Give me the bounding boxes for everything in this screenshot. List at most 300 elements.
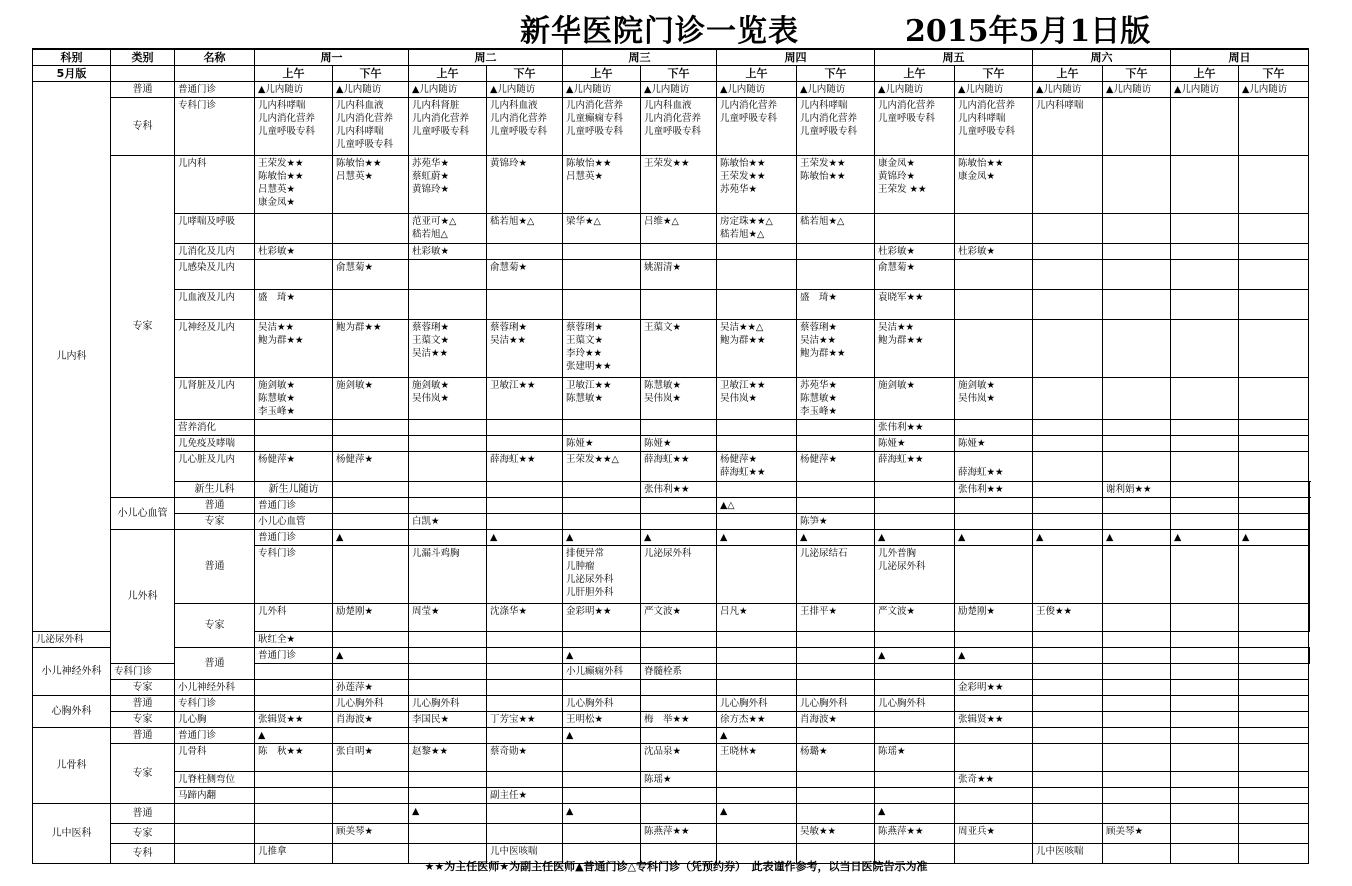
schedule-cell (1309, 546, 1310, 604)
schedule-cell (563, 772, 641, 788)
header-pm: 下午 (1103, 66, 1171, 82)
schedule-cell: 王明松★ (563, 712, 641, 728)
schedule-cell: 金彩明★★ (563, 604, 641, 632)
schedule-cell (797, 680, 875, 696)
schedule-cell: 康金凤★ 黄锦玲★ 王荣发 ★★ (875, 156, 955, 214)
schedule-cell: 金彩明★★ (955, 680, 1033, 696)
schedule-cell (797, 420, 875, 436)
schedule-cell (487, 664, 563, 680)
schedule-cell (409, 788, 487, 804)
schedule-cell: 黄锦玲★ (487, 156, 563, 214)
clinic-name-cell: 儿免疫及哮喘 (175, 436, 255, 452)
schedule-cell (563, 482, 641, 498)
header-am: 上午 (1171, 66, 1239, 82)
schedule-cell (333, 498, 409, 514)
schedule-cell (255, 772, 333, 788)
schedule-cell: ▲ (255, 728, 333, 744)
table-row (33, 728, 1310, 744)
schedule-cell (487, 648, 563, 664)
schedule-cell (563, 244, 641, 260)
schedule-cell: 袁晓军★★ (875, 290, 955, 320)
schedule-cell (487, 772, 563, 788)
schedule-cell (875, 214, 955, 244)
schedule-cell (717, 244, 797, 260)
schedule-cell: 励楚刚★ (333, 604, 409, 632)
table-row (33, 514, 1310, 530)
schedule-cell (563, 680, 641, 696)
clinic-name-cell: 普通门诊 (175, 82, 255, 98)
schedule-cell (487, 546, 563, 604)
schedule-cell: 杜彩敏★ (409, 244, 487, 260)
schedule-cell: 王排平★ (797, 604, 875, 632)
schedule-cell (717, 260, 797, 290)
schedule-cell: ▲儿内随访 (1171, 82, 1239, 98)
header-pm: 下午 (487, 66, 563, 82)
schedule-cell: 儿内消化营养 儿童呼吸专科 (717, 98, 797, 156)
schedule-cell (1171, 546, 1239, 604)
schedule-cell (1239, 632, 1309, 648)
schedule-cell (1171, 712, 1239, 728)
header-blank-cat (111, 66, 175, 82)
schedule-cell: 儿心胸外科 (875, 696, 955, 712)
category-cell: 普通 (111, 804, 175, 824)
schedule-cell (1103, 712, 1171, 728)
schedule-cell: 儿心胸外科 (409, 696, 487, 712)
schedule-cell (1033, 728, 1103, 744)
schedule-cell (717, 824, 797, 844)
schedule-cell (1171, 804, 1239, 824)
table-row (33, 378, 1310, 420)
table-row (33, 696, 1310, 712)
clinic-name-cell: 儿肾脏及儿内 (175, 378, 255, 420)
dept-cell: 儿内科 (33, 82, 111, 632)
schedule-cell: 施剑敏★ 陈慧敏★ 李玉峰★ (255, 378, 333, 420)
schedule-cell (875, 772, 955, 788)
schedule-cell (797, 482, 875, 498)
header-name: 名称 (175, 49, 255, 66)
clinic-name-cell: 儿心胸 (175, 712, 255, 728)
schedule-cell: ▲儿内随访 (797, 82, 875, 98)
schedule-cell (1239, 98, 1309, 156)
header-dept: 科别 (33, 49, 111, 66)
schedule-cell (333, 244, 409, 260)
schedule-cell (955, 514, 1033, 530)
schedule-cell (875, 632, 955, 648)
schedule-cell: ▲ (717, 804, 797, 824)
schedule-cell: 陈燕萍★★ (875, 824, 955, 844)
schedule-cell (1239, 420, 1309, 436)
schedule-cell (1103, 788, 1171, 804)
schedule-cell: ▲ (875, 804, 955, 824)
category-cell: 普通 (111, 696, 175, 712)
schedule-cell: ▲ (875, 530, 955, 546)
schedule-cell (409, 420, 487, 436)
schedule-cell: 张奇★★ (955, 772, 1033, 788)
schedule-cell: 吴洁★★△ 鲍为群★★ (717, 320, 797, 378)
table-row (33, 712, 1310, 728)
schedule-cell: 陈娅★ (641, 436, 717, 452)
schedule-cell (333, 772, 409, 788)
schedule-cell (1239, 696, 1309, 712)
schedule-cell: ▲ (1171, 530, 1239, 546)
schedule-cell (1239, 260, 1309, 290)
schedule-cell: ▲△ (717, 498, 797, 514)
schedule-cell (1103, 664, 1171, 680)
schedule-cell (333, 804, 409, 824)
category-cell: 专家 (111, 744, 175, 804)
schedule-cell: 薛海虹★★ (955, 452, 1033, 482)
clinic-name-cell: 专科门诊 (255, 546, 333, 604)
schedule-cell (797, 498, 875, 514)
header-pm: 下午 (641, 66, 717, 82)
schedule-cell (1033, 696, 1103, 712)
schedule-cell: 张伟利★★ (641, 482, 717, 498)
schedule-cell: 陈瑶★ (875, 744, 955, 772)
schedule-cell (563, 290, 641, 320)
clinic-name-cell: 儿脊柱侧弯位 (175, 772, 255, 788)
schedule-cell (717, 546, 797, 604)
schedule-cell (255, 788, 333, 804)
schedule-cell (1309, 514, 1310, 530)
schedule-cell: 薛海虹★★ (641, 452, 717, 482)
schedule-cell (1239, 772, 1309, 788)
schedule-cell (1171, 260, 1239, 290)
schedule-cell (1239, 436, 1309, 452)
schedule-cell (409, 530, 487, 546)
schedule-cell (1103, 498, 1171, 514)
table-row (33, 804, 1310, 824)
schedule-cell: ▲儿内随访 (1103, 82, 1171, 98)
schedule-cell: 儿内科血液 儿内消化营养 儿童呼吸专科 (487, 98, 563, 156)
schedule-cell (1171, 664, 1239, 680)
schedule-cell (563, 824, 641, 844)
schedule-cell: ▲ (563, 648, 641, 664)
schedule-cell: ▲儿内随访 (409, 82, 487, 98)
schedule-cell: 王晓林★ (717, 744, 797, 772)
schedule-cell: 小儿癫痫外科 (563, 664, 641, 680)
schedule-cell (955, 744, 1033, 772)
clinic-name-cell: 小儿心血管 (255, 514, 333, 530)
schedule-cell (875, 482, 955, 498)
schedule-cell: 儿内消化营养 儿童呼吸专科 (875, 98, 955, 156)
table-row (33, 260, 1310, 290)
schedule-cell (1171, 772, 1239, 788)
header-pm: 下午 (797, 66, 875, 82)
schedule-cell (563, 260, 641, 290)
schedule-cell (1239, 712, 1309, 728)
table-row (33, 420, 1310, 436)
schedule-cell (1239, 546, 1309, 604)
header-am: 上午 (717, 66, 797, 82)
schedule-cell: 梅 举★★ (641, 712, 717, 728)
schedule-cell: 卫敏江★★ 吴伟岚★ (717, 378, 797, 420)
clinic-name-cell: 普通门诊 (175, 728, 255, 744)
clinic-name-cell: 儿内科 (175, 156, 255, 214)
table-row (33, 290, 1310, 320)
schedule-cell (717, 514, 797, 530)
schedule-cell (333, 788, 409, 804)
schedule-cell (1171, 788, 1239, 804)
schedule-cell (797, 244, 875, 260)
schedule-cell: 儿心胸外科 (563, 696, 641, 712)
schedule-cell: 肖海波★ (333, 712, 409, 728)
table-row (33, 530, 1310, 546)
schedule-cell (1033, 788, 1103, 804)
schedule-cell (717, 632, 797, 648)
schedule-cell (1171, 320, 1239, 378)
header-am: 上午 (875, 66, 955, 82)
schedule-cell: 副主任★ (487, 788, 563, 804)
schedule-cell: 吴洁★★ 鲍为群★★ (255, 320, 333, 378)
schedule-cell: ▲ (333, 648, 409, 664)
schedule-cell: 王荣发★★ 陈敏怡★★ (797, 156, 875, 214)
dept-cell: 儿外科 (111, 530, 175, 664)
schedule-cell: 励楚刚★ (955, 604, 1033, 632)
schedule-cell: 吴洁★★ 鲍为群★★ (875, 320, 955, 378)
schedule-cell (1171, 214, 1239, 244)
schedule-cell (1239, 664, 1309, 680)
schedule-cell (797, 632, 875, 648)
schedule-cell (1103, 696, 1171, 712)
schedule-cell (1103, 378, 1171, 420)
schedule-cell (487, 482, 563, 498)
table-row (33, 436, 1310, 452)
header-am: 上午 (563, 66, 641, 82)
schedule-cell (1033, 482, 1103, 498)
schedule-cell: ▲儿内随访 (487, 82, 563, 98)
clinic-name-cell: 马蹄内翻 (175, 788, 255, 804)
schedule-cell: 俞慧菊★ (333, 260, 409, 290)
table-row (33, 82, 1310, 98)
schedule-cell (1171, 680, 1239, 696)
schedule-cell: ▲儿内随访 (563, 82, 641, 98)
schedule-cell (255, 804, 333, 824)
schedule-cell (875, 788, 955, 804)
schedule-cell (955, 214, 1033, 244)
schedule-cell: 薛海虹★★ (875, 452, 955, 482)
schedule-cell (875, 514, 955, 530)
schedule-cell (1033, 546, 1103, 604)
schedule-cell (1171, 632, 1239, 648)
schedule-cell: 范亚可★△ 嵇若旭△ (409, 214, 487, 244)
header-pm: 下午 (1239, 66, 1309, 82)
schedule-cell (641, 804, 717, 824)
clinic-name-cell: 专科门诊 (175, 696, 255, 712)
schedule-cell (333, 632, 409, 648)
schedule-cell (1033, 452, 1103, 482)
schedule-cell (1239, 648, 1309, 664)
schedule-cell (487, 514, 563, 530)
schedule-cell: ▲儿内随访 (333, 82, 409, 98)
schedule-cell (1033, 214, 1103, 244)
schedule-cell (1239, 498, 1309, 514)
schedule-cell: 蔡奇勋★ (487, 744, 563, 772)
schedule-cell (1239, 156, 1309, 214)
schedule-cell (255, 824, 333, 844)
schedule-cell (1309, 498, 1310, 514)
schedule-cell: 儿泌尿外科 (641, 546, 717, 604)
schedule-cell: ▲ (717, 530, 797, 546)
schedule-cell (1171, 604, 1239, 632)
schedule-cell (255, 664, 333, 680)
clinic-name-cell: 儿骨科 (175, 744, 255, 772)
schedule-cell (1103, 244, 1171, 260)
schedule-cell (1103, 436, 1171, 452)
schedule-cell (255, 420, 333, 436)
schedule-cell (1171, 696, 1239, 712)
header-day-sat: 周六 (1033, 49, 1171, 66)
schedule-cell: 周莹★ (409, 604, 487, 632)
schedule-cell (1309, 530, 1310, 546)
dept-cell: 心胸外科 (33, 696, 111, 728)
schedule-cell (955, 290, 1033, 320)
schedule-cell (487, 824, 563, 844)
schedule-cell (717, 664, 797, 680)
schedule-cell (1239, 320, 1309, 378)
schedule-cell: 俞慧菊★ (487, 260, 563, 290)
schedule-cell: ▲ (797, 530, 875, 546)
schedule-cell: 俞慧菊★ (875, 260, 955, 290)
schedule-cell (955, 696, 1033, 712)
category-cell: 新生儿随访 (255, 482, 333, 498)
schedule-cell: 陈慧敏★ 吴伟岚★ (641, 378, 717, 420)
schedule-cell: 陈娅★ (563, 436, 641, 452)
schedule-cell: 儿推拿 (255, 844, 333, 864)
category-cell: 普通 (111, 728, 175, 744)
schedule-cell (1171, 452, 1239, 482)
table-row (33, 156, 1310, 214)
header-day-thu: 周四 (717, 49, 875, 66)
schedule-cell (1171, 290, 1239, 320)
schedule-cell (955, 546, 1033, 604)
schedule-cell: 顾美琴★ (1103, 824, 1171, 844)
schedule-cell (1033, 378, 1103, 420)
schedule-cell (1171, 498, 1239, 514)
schedule-cell: ▲儿内随访 (875, 82, 955, 98)
schedule-cell (333, 436, 409, 452)
header-am: 上午 (255, 66, 333, 82)
schedule-cell: ▲ (955, 530, 1033, 546)
schedule-cell (1033, 156, 1103, 214)
clinic-name-cell (333, 482, 409, 498)
schedule-cell: 陈笋★ (797, 514, 875, 530)
schedule-cell (717, 680, 797, 696)
schedule-cell: 儿内科哮喘 (1033, 98, 1103, 156)
schedule-cell (1103, 546, 1171, 604)
schedule-cell (1033, 804, 1103, 824)
schedule-cell: 姚湄清★ (641, 260, 717, 290)
schedule-cell (717, 648, 797, 664)
schedule-cell (1239, 452, 1309, 482)
schedule-cell (1309, 648, 1310, 664)
schedule-cell: ▲ (1033, 530, 1103, 546)
schedule-cell (955, 664, 1033, 680)
table-row (33, 772, 1310, 788)
schedule-cell (1309, 482, 1310, 498)
schedule-cell: 张自明★ (333, 744, 409, 772)
schedule-cell (955, 498, 1033, 514)
schedule-cell (875, 712, 955, 728)
schedule-cell: 儿泌尿结石 (797, 546, 875, 604)
schedule-cell: 杨健萍★ (255, 452, 333, 482)
table-row (33, 788, 1310, 804)
category-cell: 专科 (111, 98, 175, 156)
schedule-cell (1239, 378, 1309, 420)
schedule-cell: 王荣发★★△ (563, 452, 641, 482)
clinic-name-cell: 营养消化 (175, 420, 255, 436)
schedule-cell: 盛 琦★ (255, 290, 333, 320)
title-bar (0, 0, 1352, 49)
schedule-cell: ▲ (333, 530, 409, 546)
schedule-cell: 儿内科肾脏 儿内消化营养 儿童呼吸专科 (409, 98, 487, 156)
schedule-cell (1309, 604, 1310, 632)
schedule-cell: ▲儿内随访 (641, 82, 717, 98)
clinic-name-cell: 儿泌尿外科 (33, 632, 111, 648)
clinic-name-cell: 儿消化及儿内 (175, 244, 255, 260)
schedule-cell: ▲ (487, 530, 563, 546)
schedule-cell (797, 260, 875, 290)
schedule-cell: 房定珠★★△ 嵇若旭★△ (717, 214, 797, 244)
schedule-cell (1103, 452, 1171, 482)
schedule-cell (487, 728, 563, 744)
schedule-cell: ▲ (563, 804, 641, 824)
schedule-cell: 吕维★△ (641, 214, 717, 244)
schedule-cell (1033, 772, 1103, 788)
schedule-cell (641, 420, 717, 436)
schedule-cell: 王荣发★★ 陈敏怡★★ 吕慧英★ 康金凤★ (255, 156, 333, 214)
schedule-cell (797, 728, 875, 744)
schedule-cell (1103, 772, 1171, 788)
schedule-cell (1103, 604, 1171, 632)
header-cat: 类别 (111, 49, 175, 66)
schedule-cell (1239, 680, 1309, 696)
schedule-cell (641, 632, 717, 648)
schedule-cell: 耿红全★ (255, 632, 333, 648)
schedule-cell (255, 696, 333, 712)
schedule-cell (487, 696, 563, 712)
schedule-cell (797, 772, 875, 788)
clinic-name-cell (175, 804, 255, 824)
schedule-cell: 张伟利★★ (955, 482, 1033, 498)
clinic-name-cell: 儿感染及儿内 (175, 260, 255, 290)
schedule-cell: 苏苑华★ 陈慧敏★ 李玉峰★ (797, 378, 875, 420)
schedule-cell (955, 632, 1033, 648)
schedule-cell (487, 804, 563, 824)
schedule-cell (1171, 378, 1239, 420)
header-version-cell: 5月版 (33, 66, 111, 82)
schedule-cell: 卫敏江★★ (487, 378, 563, 420)
schedule-cell: 蔡蓉琍★ 王蕖文★ 吴洁★★ (409, 320, 487, 378)
schedule-cell (409, 290, 487, 320)
schedule-cell: 杜彩敏★ (255, 244, 333, 260)
header-am: 上午 (1033, 66, 1103, 82)
table-row (33, 604, 1310, 632)
schedule-cell (563, 514, 641, 530)
schedule-cell (641, 788, 717, 804)
schedule-cell (641, 696, 717, 712)
schedule-cell: 丁芳宝★★ (487, 712, 563, 728)
dept-cell: 小儿神经外科 (33, 648, 111, 696)
schedule-cell (409, 728, 487, 744)
schedule-cell: 沈涤华★ (487, 604, 563, 632)
schedule-cell (1103, 804, 1171, 824)
schedule-cell: 儿内消化营养 儿童癫痫专科 儿童呼吸专科 (563, 98, 641, 156)
clinic-name-cell: 儿血液及儿内 (175, 290, 255, 320)
schedule-cell: 杨璐★ (797, 744, 875, 772)
schedule-cell (1033, 648, 1103, 664)
schedule-cell (409, 452, 487, 482)
schedule-cell: 陈敏怡★★ 王荣发★★ 苏苑华★ (717, 156, 797, 214)
